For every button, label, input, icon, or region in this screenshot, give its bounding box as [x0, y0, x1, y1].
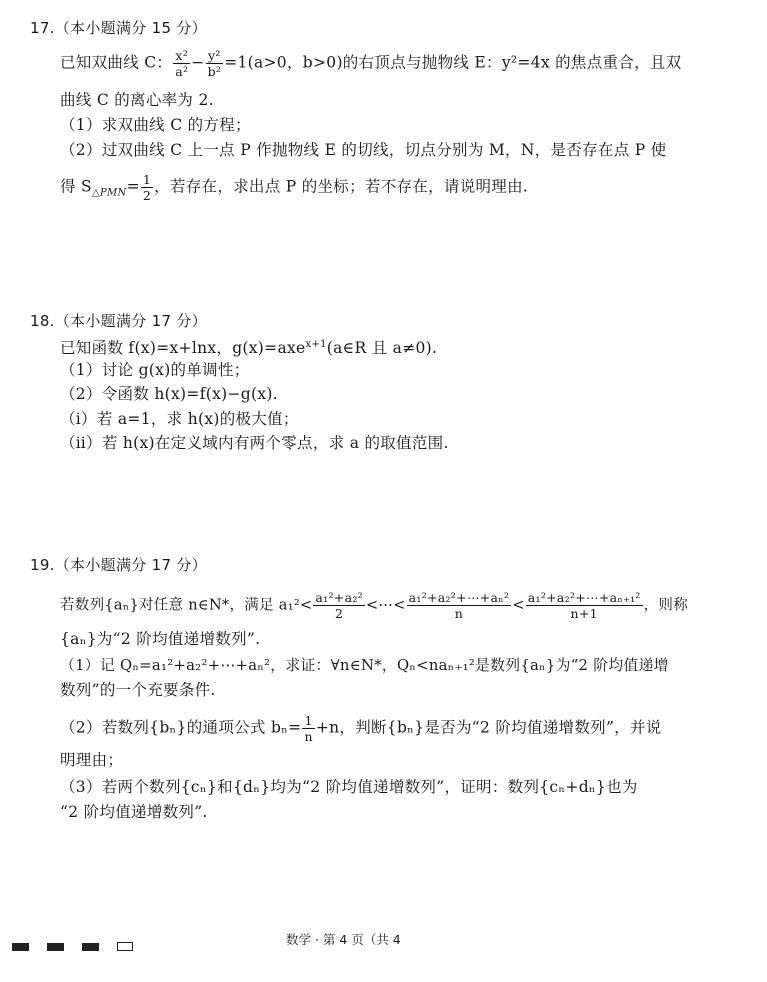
q19-def-d: ，则称 [643, 597, 689, 614]
q18-heading: 18.（本小题满分 17 分） [30, 312, 207, 330]
q18-part-2: （2）令函数 h(x)=f(x)−g(x). [60, 385, 278, 403]
q19-part-2 [60, 713, 662, 744]
q19-fraction-3 [526, 590, 643, 621]
q19-p2-den: n [304, 729, 313, 744]
q17-intro-b: =1(a>0，b>0)的右顶点与抛物线 E：y²=4x 的焦点重合，且双 [224, 53, 682, 72]
q17-part-1: （1）求双曲线 C 的方程； [60, 116, 251, 134]
q19-line-1 [60, 590, 688, 621]
q17-frac2-den: b² [207, 64, 222, 79]
q17-fraction-y [206, 48, 224, 79]
q19-p2-b: +n，判断{bₙ}是否为“2 阶均值递增数列”，并说 [315, 718, 662, 737]
q19-part-2-cont: 明理由； [60, 751, 124, 769]
q19-fraction-2 [407, 590, 512, 621]
q17-frac2-num: y² [206, 48, 224, 64]
q17-line-1: 已知双曲线 C： $\frac{\text{x²}}{\text{a²}}$ − $\frac{\text{y²}}{\text{b²}}$ =1(a>0，b>0)的右顶点与抛物线 E：y²=4x 的焦点重合，且双 [60, 48, 682, 79]
q18-part-2-ii: （ⅱ）若 h(x)在定义域内有两个零点，求 a 的取值范围. [60, 434, 449, 452]
q18-functions: 已知函数 f(x)=x+lnx，g(x)=axe [60, 339, 306, 358]
q19-f2-den: n [454, 606, 464, 621]
registration-marks [12, 936, 151, 955]
q17-fraction-x [173, 48, 190, 79]
q19-heading: 19.（本小题满分 17 分） [30, 556, 207, 574]
filled-mark [47, 943, 64, 951]
q17-equals: = [126, 177, 140, 196]
q19-f1-num: a₁²+a₂² [315, 590, 363, 605]
q18-line-1 [60, 333, 437, 360]
q19-f1-den: 2 [335, 606, 344, 621]
q17-line-5-rest: ，若存在，求出点 P 的坐标；若不存在，请说明理由. [154, 177, 529, 196]
q17-half-num: 1 [142, 172, 152, 187]
q17-area-symbol: 得 S [60, 177, 92, 196]
q19-p2-num: 1 [302, 713, 314, 729]
q19-part-3: （3）若两个数列{cₙ}和{dₙ}均为“2 阶均值递增数列”，证明：数列{cₙ+dₙ}也为 [60, 778, 638, 796]
q17-line-2: 曲线 C 的离心率为 2. [60, 91, 214, 109]
q19-fraction-1-over-n [302, 713, 314, 744]
q19-f3-num: a₁²+a₂²+⋯+aₙ₊₁² [527, 590, 641, 605]
filled-mark [12, 943, 29, 951]
empty-mark [117, 942, 133, 951]
q19-def-c: < [512, 597, 525, 614]
q18-condition: (a∈R 且 a≠0). [326, 339, 438, 358]
q18-part-1: （1）讨论 g(x)的单调性； [60, 361, 250, 379]
q19-def-b: <⋯< [365, 597, 406, 614]
q17-area-subscript: △PMN [91, 187, 127, 199]
q17-line-5 [60, 172, 528, 206]
q19-f3-den: n+1 [570, 606, 598, 621]
q19-f2-num: a₁²+a₂²+⋯+aₙ² [408, 590, 510, 605]
q19-p2-a: （2）若数列{bₙ}的通项公式 bₙ= [60, 718, 302, 737]
q17-half-den: 2 [142, 188, 152, 203]
q17-fraction-half [141, 172, 153, 203]
filled-mark [82, 943, 99, 951]
q17-intro-a: 已知双曲线 C： [60, 53, 173, 72]
page-footer: 数学 · 第 4 页（共 4 [286, 932, 401, 947]
q19-part-3-cont: “2 阶均值递增数列”. [60, 803, 208, 821]
q19-def-a: 若数列{aₙ}对任意 n∈N*，满足 a₁²< [60, 597, 313, 614]
q19-part-1: （1）记 Qₙ=a₁²+a₂²+⋯+aₙ²，求证：∀n∈N*，Qₙ<naₙ₊₁²是数列{aₙ}为“2 阶均值递增 [60, 657, 669, 674]
q19-fraction-1 [313, 590, 365, 621]
q17-heading: 17.（本小题满分 15 分） [30, 19, 207, 37]
q17-part-2: （2）过双曲线 C 上一点 P 作抛物线 E 的切线，切点分别为 M，N，是否存在点 P 使 [60, 141, 667, 159]
q17-frac1-num: x² [173, 48, 190, 64]
q18-part-2-i: （ⅰ）若 a=1，求 h(x)的极大值； [60, 410, 299, 428]
q19-part-1-cont: 数列”的一个充要条件. [60, 681, 216, 699]
q19-line-2: {aₙ}为“2 阶均值递增数列”. [60, 630, 261, 648]
q17-frac1-den: a² [175, 64, 189, 79]
q18-exponent: x+1 [305, 339, 327, 350]
